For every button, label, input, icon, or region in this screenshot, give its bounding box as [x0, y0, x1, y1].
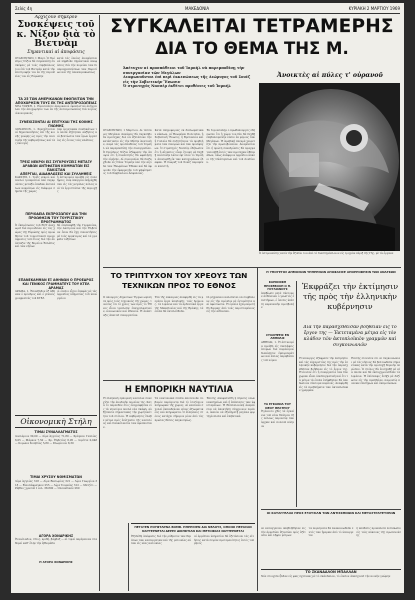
left-kicker: Άρχίζουν σήμερον	[34, 15, 78, 20]
shipping-head-block	[103, 383, 255, 395]
shipping-article	[103, 397, 255, 521]
left-story-head: ΤΑ 25 ΤΩΝ ΑΜΕΡΙΚΑΝΩΝ ΕΦΟΠΛΙΤΩΝ ΤΗΝ ΑΠΟΧΩΡΗΣΙΝ ΤΟΥΣ ΕΚ ΤΗΣ ΑΝΤΙΠΡΟΣΩΠΕΙΑΣ	[15, 96, 97, 105]
bottom-story-head: ΠΕΤΑΞΕΝ ΡΟΥΦΤΑΡΝΑ ΒΟΜΒ. ΠΗΡΕΣΣΕΝ ΔΙΑ ΝΕΑΟΥΣ, ΟΠΟΙΟΙ ΠΕΡΑΣΑΝ ΝΑΥΤΕΡΝΕΤΑΙ ΔΕΡΕΣ ΔΙΚΗΚΤΙΑΝ ΚΑΙ ΜΕΤΟΙΚΙΑΣ ΝΑΥΤΕΡΝΕΤΑΙ	[134, 525, 252, 533]
gold-table: Λίρα Ἀγγλίας 318 — Λίρα Βικτωρίας 321 — Λίρα Γεωργίου 318 — Εἰκοσάφραγκον 255 — Λίρα Τουρκίας 312 — Μετζίτι — Ράβδος χρυσοῦ 1 κιλ. 38.800 — Ὁλλανδικὸν 260	[15, 480, 97, 491]
article-text: ΟΥΑΣΙΓΚΤΩΝ, 1 Μαρτίου. Αἱ τέσσαρες Μεγάλαι Δυνάμεις θὰ συγκληθοῦν προσεχῶς διὰ νὰ ἐξετάσουν τὴν κατάστασιν εἰς τὴν Μέσην Ἀνατολὴν, παρὰ τὰς προσπαθείας τοῦ Ἰσραὴλ νὰ παρεμποδίσῃ τὴν συνεργασίαν. Ὁ Πρόεδρος Νίξον ἐξέφρασε τὴν ἄποψιν ὅτι ἡ συνάντησις θὰ ὠφελήσῃ τὴν εἰρήνην. Αἱ συνομιλίαι θὰ διεξαχθοῦν εἰς Νέαν Ὑόρκην ὑπὸ τὴν αἰγίδα τῶν Ἡνωμένων Ἐθνῶν καὶ θὰ ἀφοροῦν τὴν ἐφαρμογὴν τοῦ ψηφίσματος τοῦ Συμβουλίου Ἀσφαλείας.	[103, 129, 152, 176]
left-headline: Συσκέψεις τοῦ κ. Νίξον διὰ τὸ Βιετνὰμ	[16, 20, 96, 50]
economic-footer: Η ΑΓΟΡΑ ΧΟΝΔΡΙΚΗΣ	[39, 560, 73, 564]
article-text: ΚΑΡΑΤΣΙ, 1. Τρεῖς νεκροὶ καὶ πολλοὶ τραυματίαι ἀπὸ συγκρούσεις μεταξὺ ὀπαδῶν ἀντιπάλων κομμάτων εἰς διάφορα σημεῖα τῆς χώρας	[15, 175, 55, 194]
photo-caption-text: Ὁ ἀστροναύτης κατὰ τὴν ἔξοδόν του ἀπὸ τὸ διαστημόπλοιον εἰς τροχιὰν πέριξ τῆς Γῆς, μὲ τὰ ὄργανα	[259, 252, 394, 255]
article-text: Νέα στοιχεῖα ἦλθαν εἰς φῶς σχετικῶς μὲ τὸ σκάνδαλον, τὸ ὁποῖον ἀπασχολεῖ τὴν κοινὴν γνώμην	[261, 575, 391, 578]
bottom-story	[131, 523, 255, 592]
deck-bullet: Ἀπέτυχεν αἱ προσπάθειαι τοῦ Ἰσραὴλ νὰ παρεμποδίσῃ τὴν συνεργασίαν τῶν Μεγάλων	[123, 66, 245, 75]
headline-deck	[123, 66, 253, 126]
article-text: Ἐλαιόλαδον, σῖτος, κριθή, βάμβαξ — αἱ τιμαὶ παρέμειναν σταθεραὶ καθ' ὅλην τὴν ἑβδομάδα	[15, 538, 97, 545]
right-kicker: Η ΥΠΟΥΡΓΟΣ ΔΗΜΟΣΙΩΝ ΥΠΗΡΕΣΙΩΝ ΑΠΟΦΑΣΙΣΕ ΑΠΟΡΡΟΦΗΣΙΝ ΤΩΝ ΑΝΑΓΚΩΝ	[266, 271, 396, 274]
section-rule	[103, 380, 255, 381]
article-text: ΟΥΑΣΙΓΚΤΩΝ, 1 Μαρτ. Ὁ Πρόεδρος Νίξον θὰ συγκαλέσῃ συσκέψεις μὲ τοὺς συμβούλους του ἐπὶ τοῦ Βιετνὰμ κατὰ τὴν ἐπιστροφήν του ἐκ τῆς περιοδείας του εἰς Εὐρώπην	[15, 56, 55, 78]
deck-bullet: Διαφωνοῦνται ἐπὶ περὶ ἐκκενώσεως τῆς Διώρυγος τοῦ Σουὲζ εἰς τὴν Σοβιετικὴν Ἕνωσιν	[123, 75, 251, 84]
triptych-headline: ΤΟ ΤΡΙΠΤΥΧΟΝ ΤΟΥ ΧΡΕΟΥΣ ΤΩΝ ΤΕΧΝΙΚΩΝ ΠΡΟΣ ΤΟ ΕΘΝΟΣ	[110, 271, 248, 290]
article-text: Οἱ μηχανικοὶ καλοῦνται νὰ συμβάλουν εἰς τὴν πρόοδον μὲ ἐντιμότητα καὶ ἀφοσίωσιν. Ἡ ὁμιλία ἐχειροκροτήθη θερμῶς ἀπὸ τοὺς παρισταμένους εἰς τὴν αἴθουσαν.	[206, 296, 255, 314]
left-story-head: ΠΕΡΙΟΔΕΙΑ ΕΚΠΡΟΣΩΠΟΥ ΔΙΑ ΤΗΝ ΠΡΟΩΘΗΣΙΝ ΤΟΥ ΤΟΥΡΙΣΤΙΚΟΥ ΠΡΟΓΡΑΜΜΑΤΟΣ	[25, 211, 87, 224]
main-article	[103, 129, 255, 265]
left-story-head: ΕΠΑΝΕΚΑΜΨΑΝ ΕΞ ΑΘΗΝΩΝ Ο ΠΡΟΕΔΡΟΣ ΚΑΙ ΓΕΝΙΚΟΣ ΓΡΑΜΜΑΤΕΥΣ ΤΟΥ ΚΤΕΛ ΔΡΑΜΑΣ	[18, 277, 94, 290]
article-text: ἡ ἀστυνομία προέβη εἰς συλλήψεις, ἐνῷ ἀπεργίαι ἐκηρύχθησαν εἰς τὰς μεγάλας πόλεις καὶ τὰ ἐργοστάσια τῆς περιοχῆς	[57, 175, 97, 194]
left-column	[15, 15, 97, 311]
section-rule	[261, 509, 401, 510]
right-headline-block	[299, 282, 401, 322]
left-story-head: ΤΡΕΙΣ ΝΕΚΡΟΙ ΕΙΣ ΣΥΓΚΡΟΥΣΕΙΣ ΜΕΤΑΞΥ ΑΡΑΒΩΝ ΑΝΤΙΦΑΤΩΝ ΚΟΜΜΑΤΩΝ ΕΙΣ ΠΑΚΙΣΤΑΝ	[20, 159, 92, 172]
article-text: Ἐγένοντο χθὲς τὰ ἐγκαίνια τοῦ νέου θεάτρου τῆς πόλεως παρουσίᾳ τῶν ἀρχῶν καὶ πολλοῦ κόσμου	[261, 410, 294, 428]
column-rule	[99, 15, 100, 591]
photo-caption: Ἀνοικτὲς αἱ πύλες τ' οὐρανοῦ	[277, 72, 383, 79]
article-text: ΔΡΑΜΑ, 1. Ἐπανῆλθον ἐξ Ἀθηνῶν ὁ πρόεδρος καὶ ὁ γενικὸς γραμματεὺς τοῦ ΚΤΕΛ	[15, 289, 55, 300]
economic-title: Οἰκονομικὴ Στήλη	[15, 416, 97, 428]
bottom-right-headline: ΟΙ ΚΑΤΑΓΓΕΛΙΑΙ ΠΡΟΣ ΕΞΟΥΣΙΑΝ ΤΩΝ ΑΝΤΙΣΚΗΝΙΩΝ ΚΑΙ ΜΕΤΑΣΤΡΑΤΕΥΣΕΩΝ	[266, 512, 396, 515]
article-text: Τὰ ναυτιλιακὰ ἔσοδα ἀποτελοῦν σοβαρὸν παράγοντα διὰ τὸ ἰσοζύγιον πληρωμῶν τῆς χώρας. Αἱ ναυτικαὶ σχολαὶ ἐκπαιδεύουν νέους ἀξιωματικοὺς καὶ πληρώματα. Ὁ ἑλληνικὸς στόλος κατέχει σήμερον μίαν ἀπὸ τὰς πρώτας θέσεις παγκοσμίως.	[154, 397, 204, 422]
article-text: Ἡ ἑλληνικὴ ἐμπορικὴ ναυτιλία συνεχίζει τὴν ἀνοδικὴν πορείαν της. Κατὰ τὸ παρελθὸν ἔτος ἐνεγράφησαν εἰς τὰ νηολόγια πολλὰ νέα σκάφη, αὐξήσαντα σημαντικῶς τὴν χωρητικότητα τοῦ στόλου. Ἡ κυβέρνησις ἔλαβε μέτρα πρὸς ἐνίσχυσιν τῆς ναυτιλίας καὶ διευκόλυνσιν τῶν ἐφοπλιστῶν.	[103, 397, 152, 429]
economic-subtitle: ΤΙΜΑΙ ΣΥΝΑΛΛΑΓΜΑΤΟΣ	[34, 430, 78, 434]
article-text: θὰ ἐπισκεφθῇ τὴν Γερμανίαν, τὴν Αὐστρίαν καὶ τὴν Ἑλβετίαν ὅπου θὰ ἔχῃ συναντήσεις μὲ τοὺς πρακτορας καὶ τὰ γραφεῖα ταξιδίων	[57, 223, 97, 242]
astronaut-image	[259, 83, 400, 251]
side-head: ΣΥΛΛΗΨΕΙΣ ΕΝ ΑΘΗΝΑΙΣ	[265, 332, 290, 341]
article-text: αἱ ἁρμόδιαι ὑπηρεσίαι θὰ ἐξετάσουν τὰς αἰτήσεις κατὰ σειρὰν προτεραιότητος ἐντὸς τοῦ μηνὸς	[194, 535, 254, 546]
space-photo	[259, 83, 400, 251]
main-headline-line2: ΔΙΑ ΤΟ ΘΕΜΑ ΤΗΣ Μ.	[155, 39, 349, 58]
page-number: Σελίς 4η	[15, 6, 33, 11]
article-text: τὰ πορίσματα θὰ ἀνακοινωθοῦν ἐντὸς τῶν ἡμερῶν ἀπὸ τὸ ὑπουργεῖον	[308, 527, 354, 538]
side-head: ΚΑΡΚΙΝΙΚΗ ΠΡΟΣΕΒΟΛΗ Ο Π. ΓΟΥΛΙΑΝΟΥΣ	[263, 281, 292, 292]
issue-date: ΚΥΡΙΑΚΗ 2 ΜΑΡΤΙΟΥ 1969	[348, 6, 400, 11]
triptych-article	[103, 296, 255, 378]
article-text: Ἐξεδόθη ἀπόφασις διὰ τὴν ρύθμισιν τῶν θεμάτων τῶν ναυτεργατῶν καὶ τῆς μετοικίας αὐτῶν εἰς νέας κατοικίας	[131, 535, 191, 546]
article-text: Ἐπίσης ἀποφασίσθη ἡ ἵδρυσις νέων ναυπηγείων καὶ ἡ ἐπέκτασις τῶν ὑφισταμένων. Ἡ Θεσσαλονίκη ἀναμένεται νὰ ἀποκτήσῃ σύγχρονον λιμένα, ἱκανὸν νὰ ἐξυπηρετῇ μεγάλα φορτηγὰ πλοῖα καὶ ἐπιβατικά.	[206, 397, 255, 418]
right-article	[299, 357, 401, 507]
economic-column	[15, 415, 97, 590]
article-text: Ἐπίσης ἐτόνισεν ὅτι αἱ συγκοινωνίαι μὲ τὰς νήσους θὰ βελτιωθοῦν σημαντικῶς κατὰ τὴν προσεχῆ θερινὴν περίοδον. Ὁ στόλος θὰ ἐνισχυθῇ μὲ νέα πλοῖα καὶ θὰ ἐκσυγχρονισθοῦν τὰ λιμάνια. Ἡ ἐπίσκεψις ἔληξε μὲ δεξίωσιν εἰς τὴν πρεσβείαν, παρουσίᾳ πολλῶν ἐπισήμων καὶ ἐκπροσώπων.	[351, 357, 400, 386]
article-text: Ἀπεβίωσε μετὰ σύντομον ἀσθένειαν ὁ γνωστὸς ἐπιστήμων, ὁ ὁποῖος ὑπέστη καρκινικὴν προσβολήν	[261, 291, 294, 310]
right-headline: Ἐκφράζει τὴν ἐκτίμησιν τῆς πρὸς τὴν ἑλληνικὴν κυβέρνησιν	[301, 282, 399, 311]
scandal-block	[261, 569, 401, 591]
column-rule	[257, 268, 258, 591]
article-text: ΛΟΝΔΙΝΟΝ, 1. Συνεχίζονται αἱ δημοσκοπήσεις ἐπὶ τῆς κοινῆς γνώμης ὡς πρὸς τὴν πολιτικὴν τῆς κυβερνήσεως καὶ τὰς ἐκλογὰς	[15, 127, 55, 146]
bottom-right-article	[261, 527, 401, 567]
article-text: ΑΘΗΝΑΙ, 1. Ἡ ἀστυνομία προέβη εἰς συλλήψεις ἀτόμων διὰ παράνομον διακίνησιν ἐμπορευμάτων καὶ ἄλλας παραβάσεις τοῦ νόμου	[261, 340, 294, 362]
article-text: ἡ ὑπόθεσις προκάλεσε ἐντύπωσιν εἰς τοὺς κύκλους τῆς πρωτευούσης	[356, 527, 401, 538]
left-story-head: ΣΥΝΕΧΙΖΟΝΤΑΙ ΑΙ ΕΠΙΤΥΧΙΑΙ ΤΗΣ ΚΟΙΝΗΣ ΓΝΩΜΗΣ	[19, 119, 93, 128]
main-headline-line1: ΣΥΓΚΑΛΕΙΤΑΙ ΤΕΤΡΑΜΕΡΗΣ	[110, 16, 394, 37]
left-subhead: Σημαντικαὶ αἱ ἀποφάσεις	[27, 49, 85, 55]
section-rule	[103, 267, 401, 268]
bottom-right-head-block	[261, 512, 401, 526]
article-text: Ἡ ὑπουργὸς ἐξέφρασε τὴν ἐκτίμησιν καὶ τὰς εὐχαριστίας της πρὸς τὴν ἑλληνικὴν κυβέρνησιν διὰ τὴν παρασχεθεῖσαν βοήθειαν εἰς τὸ ἔργον της. Ἐτόνισεν ὅτι ἡ συνεργασία τῶν δύο χωρῶν εἶναι ὑποδειγματικὴ καὶ ὅτι τὰ μέτρα τὰ ὁποῖα ἐλήφθησαν θὰ ἀποδώσουν σύντομα καρπούς. Ἀνεφέρθη εἰς τὰ προβλήματα τῶν ἀκτοπλοϊκῶν γραμμῶν.	[299, 357, 348, 393]
newspaper-page	[11, 3, 404, 593]
right-narrow-column	[261, 281, 294, 507]
right-kicker-block	[261, 271, 401, 279]
article-text: Ἐπὶ τῆς εὐκαιρίας ἀνεφέρθη εἰς τὰ μεγάλα ἔργα ὑποδομῆς, τοὺς δρόμους, τὰ λιμάνια καὶ τὰ ἀρδευτικὰ ἔργα τῆς Μακεδονίας καὶ τῆς Θράκης, τὰ ὁποῖα θὰ ἐκτελεσθοῦν.	[154, 296, 204, 314]
economic-subtitle: ΤΙΜΑΙ ΧΡΥΣΟΥ ΝΟΜΙΣΜΑΤΩΝ	[30, 475, 82, 479]
column-rule	[128, 523, 129, 591]
right-lead: Διὰ τὴν παρασχεθεῖσαν βοήθειαν εἰς τὸ ἔργον της — Ἐκτεταμένα μέτρα εἰς τὸν κλάδον τῶν ἀκτοπλοϊκῶν γραμμῶν καὶ συγκοινωνιῶν	[303, 325, 397, 348]
column-rule	[296, 281, 297, 507]
deck-bullet: Ὁ στρατηγὸς Νασσὲρ ἐκθέτει προθέσεις τοῦ Ἰσραὴλ	[123, 84, 232, 89]
left-story-head: ΑΠΕΡΓΙΑΙ, ΔΙΑΔΗΛΩΣΕΙΣ ΚΑΙ ΣΥΛΛΗΨΕΙΣ	[20, 171, 92, 176]
right-lead-block	[299, 325, 401, 355]
side-head: ΤΑ ΕΓΚΑΙΝΙΑ ΤΟΥ ΝΕΟΥ ΘΕΑΤΡΟΥ	[264, 401, 291, 410]
shipping-headline: Η ΕΜΠΟΡΙΚΗ ΝΑΥΤΙΛΙΑ	[124, 384, 234, 394]
newspaper-name: ΜΑΚΕΔΟΝΙΑ	[185, 6, 210, 11]
page-header	[15, 5, 400, 14]
economic-subtitle: ΑΓΟΡΑ ΧΟΝΔΡΙΚΗΣ	[38, 534, 74, 538]
article-text: κατὰ τὰς ὁποίας ἀναμένεται νὰ ληφθοῦν σημαντικαὶ ἀποφάσεις διὰ τὴν πορείαν τῶν διαπραγματεύσεων τῶν Παρισίων καὶ τῆς ἀποκλιμακώσεως	[57, 56, 97, 75]
rates-table: Δολλάριον 30,00 — Λίρα Ἀγγλίας 71,80 — Φράγκον Γαλλίας 6,05 — Μάρκον 7,50 — Φρ. Ἑλβετίας 6,95 — Λιρέττα 0,048 — Κορώνα Σουηδίας 5,80 — Φλωρίνιον 8,30	[15, 435, 97, 446]
article-text: Αἱ καταγγελίαι ὑπεβλήθησαν εἰς τὴν ἁρμοδίαν ἐξουσίαν πρὸς ἐξέτασιν καὶ λῆψιν μέτρων	[261, 527, 306, 538]
photo-caption-block	[259, 71, 401, 81]
article-text: Ἐν Ἱερουσαλὴμ ὁ πρωθυπουργὸς ἐδήλωσεν ὅτι ἡ χώρα του δὲν θὰ δεχθῇ ἐπιβαλλομένην λύσιν ἐκ μέρους τῶν Μεγάλων. Ἡ Ἀραβικὴ πλευρὰ χαιρετίζει τὴν πρωτοβουλίαν. Ἀναμένεται ὅτι ἡ πρώτη συνεδρίασις θὰ πραγματοποιηθῇ ἐντὸς τῶν προσεχῶν ἑβδομάδων, ὅπως ἀνέφερον ἁρμόδιοι κύκλοι τῆς Οὐάσιγκτων καὶ τοῦ Λονδίνου.	[206, 129, 255, 165]
scandal-headline: ΤΟ ΣΚΑΝΔΑΛΟΝ ΜΠΑΛΛΑΝ	[261, 569, 401, 575]
article-text: Κατὰ πληροφορίας ἐκ διπλωματικῶν κύκλων, αἱ Ἡνωμέναι Πολιτεῖαι, ἡ Σοβιετικὴ Ἕνωσις, ἡ Βρεταννία καὶ ἡ Γαλλία θὰ συζητήσουν τὰ προβλήματα τῶν συνόρων καὶ τῶν προσφύγων. Ὁ στρατηγὸς Νασσὲρ ἐδήλωσεν ὅτι ἡ Αἴγυπτος εἶναι ἕτοιμη νὰ δεχθῇ πολιτικὴν λύσιν ἐφ' ὅσον τὸ Ἰσραὴλ ἀποσυρθῇ ἐκ τῶν κατεχομένων ἐδαφῶν. Ἡ διώρυξ τοῦ Σουὲζ παραμένει κλειστή.	[154, 129, 204, 168]
article-text: Ὁ ὑπουργὸς Δημοσίων Ἔργων ὡμίλησε πρὸς τοὺς τεχνικοὺς τῆς χώρας, τονίσας ὅτι τὸ χρέος των πρὸς τὸ Ἔθνος εἶναι τριπλοῦν: ἐπαγγελματικόν, κοινωνικὸν καὶ ἐθνικόν. Ἡ ἀνάπτυξις ἀπαιτεῖ συνεργασίαν.	[103, 296, 152, 317]
triptych-head-block	[103, 271, 255, 293]
article-text: Ὁ ἐκπρόσωπος τοῦ ΕΟΤ ἀναχωρεῖ διὰ περιοδείαν εἰς τὰς χώρας τῆς Εὐρώπης πρὸς προώθησιν τοῦ τουριστικοῦ προγράμματος τοῦ ἔτους διὰ τὴν ἀνάπτυξιν τῆς Βορείου Ἑλλάδος καὶ τῶν νήσων	[15, 223, 55, 249]
article-text: οἱ ὁποῖοι εἶχον ἐπαφὰς μὲ τὰς ἁρμοδίας ὑπηρεσίας τοῦ ὑπουργείου	[57, 289, 97, 300]
article-text: ΝΕΑ ΥΟΡΚΗ, 1. Εἰκοσιπέντε ἀμερικανοὶ ἐφοπλισταὶ ἀνήγγειλαν τὴν ἀποχώρησίν των ἐκ τῆς ἀντιπροσωπείας διὰ λόγους οἰκονομικοὺς	[15, 104, 97, 115]
article-text: τῶν ἐργατικῶν συνδικάτων τὰ ὁποῖα ἐζήτησαν αὐξήσεις καὶ βελτίωσιν τῶν ὅρων ἐργασίας εἰς ὅλους τοὺς κλάδους	[57, 127, 97, 142]
main-headline-block	[103, 16, 401, 62]
